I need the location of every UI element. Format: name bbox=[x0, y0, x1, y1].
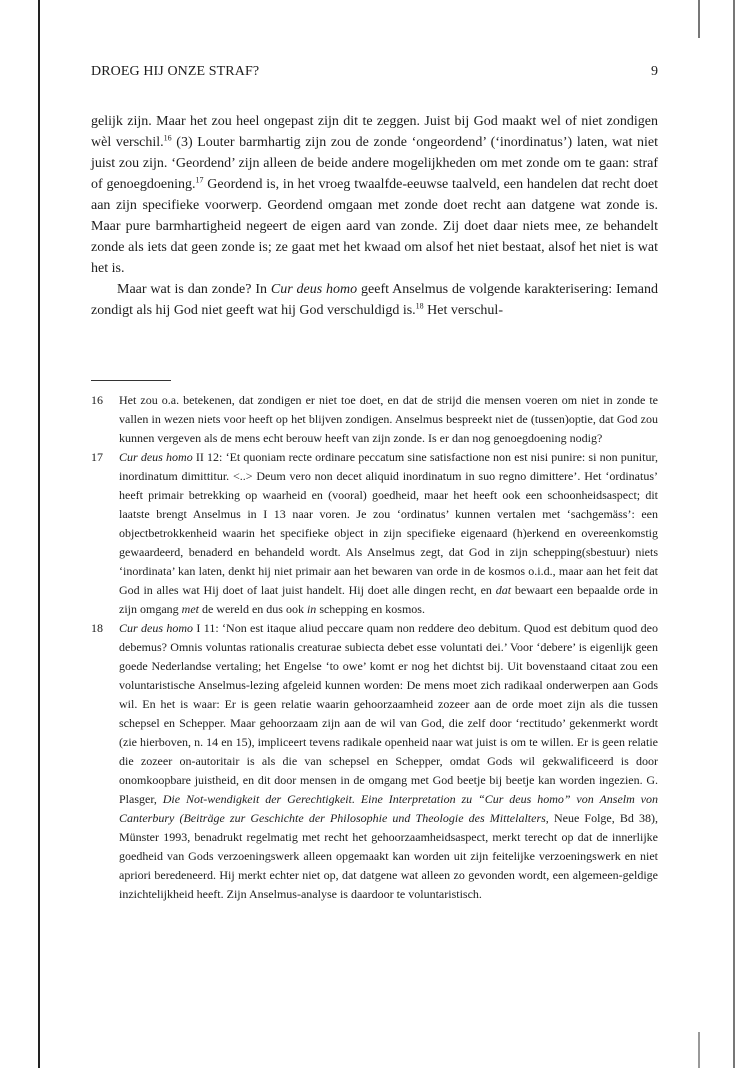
emphasis: met bbox=[181, 602, 199, 616]
page-number: 9 bbox=[651, 64, 658, 79]
footnote-text bbox=[119, 448, 658, 619]
footnote-18 bbox=[91, 619, 658, 904]
body-text bbox=[91, 111, 658, 321]
text-run: (3) Louter barmhartig zijn zou de zonde ‘ongeordend’ (‘inordinatus’) laten, wat niet juist zou zijn. ‘Geordend’ zijn alleen de beide andere mogelijkheden om met zonde om te gaan: straf of genoegdoening. bbox=[91, 135, 658, 192]
book-title: Cur deus homo bbox=[119, 621, 194, 635]
running-header bbox=[91, 64, 658, 84]
crop-mark-top bbox=[698, 0, 700, 38]
footnote-text bbox=[119, 619, 658, 904]
book-title: Cur deus homo bbox=[119, 450, 193, 464]
footnote-ref[interactable]: 16 bbox=[163, 133, 172, 143]
footnote-ref[interactable]: 17 bbox=[195, 175, 204, 185]
page-edge-right bbox=[733, 0, 735, 1068]
text-run: geeft Anselmus de volgende karakterisering: Iemand zondigt als hij God niet geeft wat hij God verschuldigd is. bbox=[91, 282, 658, 318]
text-run: Maar wat is dan zonde? In bbox=[117, 282, 271, 297]
footnote-16 bbox=[91, 391, 658, 448]
footnote-text: Het zou o.a. betekenen, dat zondigen er niet toe doet, en dat de strijd die mensen voeren om niet in zonde te vallen in wezen niets voor heeft op het blijven zondigen. Anselmus bespreekt niet de (tussen)optie, dat God zou kunnen vergeven als de mens echt berouw heeft van zijn zonde. Is er dan nog genoegdoening nodig? bbox=[119, 393, 658, 445]
page-edge-left bbox=[38, 0, 40, 1068]
footnote-ref[interactable]: 18 bbox=[415, 301, 424, 311]
paragraph bbox=[91, 111, 658, 279]
book-title: Cur deus homo bbox=[270, 282, 358, 297]
running-title: DROEG HIJ ONZE STRAF? bbox=[91, 64, 260, 79]
footnote-number: 17 bbox=[91, 450, 103, 464]
footnote-separator bbox=[91, 380, 171, 381]
emphasis: dat bbox=[495, 583, 512, 597]
text-run: Het verschul- bbox=[423, 303, 503, 318]
emphasis: in bbox=[306, 602, 317, 616]
text-run: I 11: ‘Non est itaque aliud peccare quam non reddere deo debitum. Quod est debitum quod deo debemus? Omnis voluntas rationalis creaturae subiecta debet esse voluntati dei.’ Voor ‘debere’ is eigenlijk geen goede Nederlandse vertaling; het Engelse ‘to owe’ komt er nog het dichtst bij. Uit bovenstaand citaat zou een voluntaristische Anselmus-lezing afgeleid kunnen worden: De mens moet zich radikaal onderwerpen aan Gods wil. En het is waar: Er is geen relatie waarin gehoorzaamheid zozeer aan de orde moet zijn als die tussen schepsel en Schepper. Maar gehoorzaam zijn aan de wil van God, die zelf door ‘rectitudo’ gekenmerkt wordt (zie hierboven, n. 14 en 15), impliceert tevens radikale openheid naar wat juist is om te willen. Er is geen relatie die zozeer on-autoritair is als die van schepsel en Schepper, omdat Gods wil gekwalificeerd is door onomkoopbare juistheid, en dit door mensen in de omgang met God beetje bij beetje kan worden ingezien. G. Plasger, bbox=[119, 621, 658, 806]
text-run: schepping en kosmos. bbox=[316, 602, 425, 616]
text-run: Geordend is, in het vroeg twaalfde-eeuwse taalveld, een handelen dat recht doet aan zijn specifieke voorwerp. Geordend omgaan met zonde doet recht aan datgene wat zonde is. Maar pure barmhartigheid negeert de eigen aard van zonde. Zij doet daar niets mee, ze behandelt zonde als iets dat geen zonde is; ze gaat met het kwaad om alsof het niet bestaat, alsof het niet is wat het is. bbox=[91, 177, 658, 276]
text-run: bewaart een bepaalde orde in zijn omgang bbox=[119, 583, 659, 616]
book-title: Die Not-wendigkeit der Gerechtigkeit. Eine Interpretation zu “Cur deus homo” von Anselm von Canterbury (Beiträge zur Geschichte der Philosophie und Theologie des Mittelalters, bbox=[119, 792, 658, 825]
text-run: de wereld en dus ook bbox=[198, 602, 307, 616]
text-run: II 12: ‘Et quoniam recte ordinare peccatum sine satisfactione non est nisi punire: si non punitur, inordinatum dimittitur. <..> Deum vero non decet aliquid inordinatum in suo regno dimittere’. Het ‘ordinatus’ heeft primair betrekking op waarheid en (vooral) goedheid, maar het heeft ook een schoonheidsaspect; dit laatste brengt Anselmus in I 13 naar voren. Je zou ‘ordinatus’ kunnen vertalen met ‘sachgemäss’: een objectbetrokkenheid waarin het specifieke object in zijn specifieke eigenaard (h)erkend en overeenkomstig gewaardeerd, benaderd en behandeld wordt. Als Anselmus zegt, dat God in zijn schepping(sbestuur) niets ‘inordinata’ kan laten, denkt hij niet primair aan het bewaren van orde in de kosmos o.i.d., maar aan het feit dat God in alles wat Hij doet of laat juist handelt. Hij doet alle dingen recht, en bbox=[119, 450, 658, 597]
footnote-number: 18 bbox=[91, 621, 103, 635]
crop-mark-bottom bbox=[698, 1032, 700, 1068]
footnotes bbox=[91, 391, 658, 904]
footnote-number: 16 bbox=[91, 393, 103, 407]
text-run: gelijk zijn. Maar het zou heel ongepast zijn dit te zeggen. Juist bij God maakt wel of niet zondigen wèl verschil. bbox=[91, 114, 658, 150]
text-run: Neue Folge, Bd 38), Münster 1993, benadrukt regelmatig met recht het gehoorzaamheidsaspect, merkt terecht op dat de innerlijke goedheid van Gods verzoeningswerk alleen opgemaakt kan worden uit zijn feitelijke verzoeningswerk en niet apriori beredeneerd. Hij merkt echter niet op, dat datgene wat alleen zo gevonden wordt, een algemeen-geldige inzichtelijkheid heeft. Zijn Anselmus-analyse is daardoor te voluntaristisch. bbox=[119, 811, 658, 901]
footnote-17 bbox=[91, 448, 658, 619]
paragraph bbox=[91, 279, 658, 321]
